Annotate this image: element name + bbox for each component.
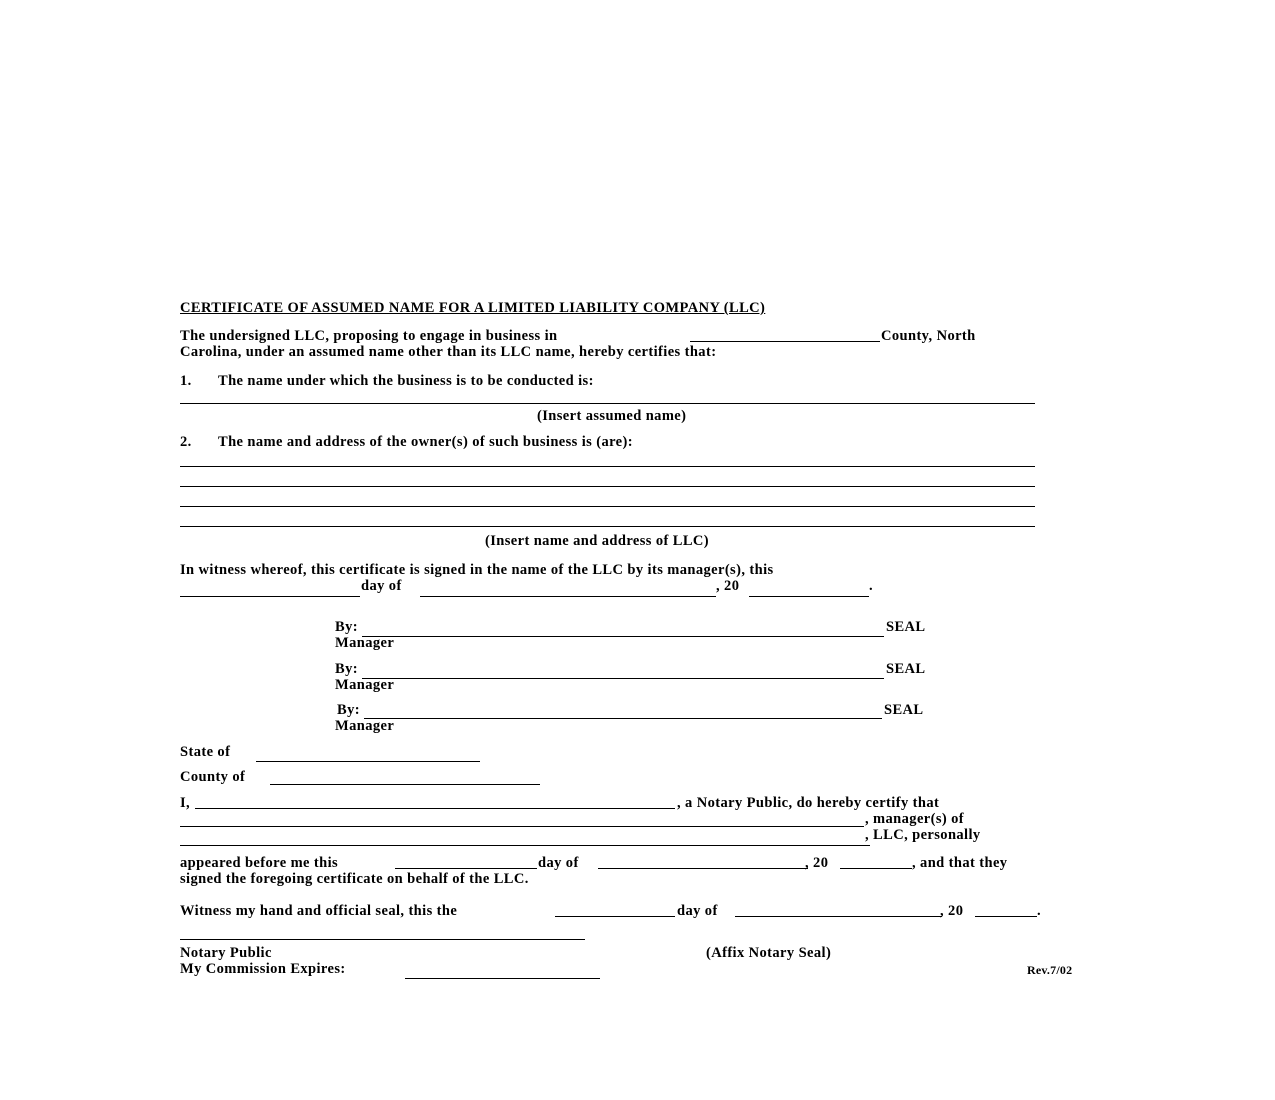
- signature-1-role: Manager: [335, 635, 395, 651]
- notary-witness-day-of: day of: [677, 903, 718, 919]
- signature-3-by: By:: [337, 702, 360, 718]
- state-of-label: State of: [180, 744, 231, 760]
- signed-line: signed the foregoing certificate on behalf of the LLC.: [180, 871, 529, 887]
- signature-2-role: Manager: [335, 677, 395, 693]
- signature-3-seal: SEAL: [884, 702, 924, 718]
- assumed-name-blank[interactable]: [180, 403, 1035, 404]
- notary-witness-day-blank[interactable]: [555, 916, 675, 917]
- notary-county-blank[interactable]: [270, 784, 540, 785]
- notary-public-label: Notary Public: [180, 945, 272, 961]
- witness-year-blank[interactable]: [749, 596, 869, 597]
- witness-day-of: day of: [361, 578, 402, 594]
- managers-name-blank[interactable]: [180, 826, 864, 827]
- commission-expires-label: My Commission Expires:: [180, 961, 346, 977]
- item2-caption: (Insert name and address of LLC): [485, 533, 710, 549]
- owner-blank-2[interactable]: [180, 486, 1035, 487]
- item1-text: The name under which the business is to be conducted is:: [218, 373, 594, 389]
- appeared-prefix: appeared before me this: [180, 855, 339, 871]
- appeared-year: , 20: [805, 855, 829, 871]
- signature-1-by: By:: [335, 619, 358, 635]
- intro-line1-prefix: The undersigned LLC, proposing to engage in business in: [180, 328, 558, 344]
- notary-witness-month-blank[interactable]: [735, 916, 942, 917]
- witness-day-blank[interactable]: [180, 596, 360, 597]
- item2-number: 2.: [180, 434, 192, 450]
- item1-caption: (Insert assumed name): [537, 408, 687, 424]
- notary-witness-prefix: Witness my hand and official seal, this the: [180, 903, 458, 919]
- notary-signature-blank[interactable]: [180, 939, 585, 940]
- notary-i-prefix: I,: [180, 795, 191, 811]
- notary-managers-of: , manager(s) of: [865, 811, 965, 827]
- witness-line1: In witness whereof, this certificate is signed in the name of the LLC by its manager(s), this: [180, 562, 774, 578]
- revision-label: Rev.7/02: [1027, 963, 1073, 977]
- notary-witness-period: .: [1037, 903, 1042, 919]
- intro-line2: Carolina, under an assumed name other than its LLC name, hereby certifies that:: [180, 344, 717, 360]
- appeared-day-of: day of: [538, 855, 579, 871]
- witness-period: .: [869, 578, 874, 594]
- witness-month-blank[interactable]: [420, 596, 716, 597]
- notary-witness-year-blank[interactable]: [975, 916, 1037, 917]
- county-of-label: County of: [180, 769, 246, 785]
- signature-2-blank[interactable]: [362, 678, 884, 679]
- appeared-day-blank[interactable]: [395, 868, 537, 869]
- county-blank[interactable]: [690, 341, 880, 342]
- notary-witness-year: , 20: [940, 903, 964, 919]
- owner-blank-1[interactable]: [180, 466, 1035, 467]
- witness-year-prefix: , 20: [716, 578, 740, 594]
- appeared-suffix: , and that they: [912, 855, 1008, 871]
- owner-blank-3[interactable]: [180, 506, 1035, 507]
- item1-number: 1.: [180, 373, 192, 389]
- state-blank[interactable]: [256, 761, 480, 762]
- intro-line1-suffix: County, North: [881, 328, 976, 344]
- signature-1-seal: SEAL: [886, 619, 926, 635]
- signature-1-blank[interactable]: [362, 636, 884, 637]
- commission-expires-blank[interactable]: [405, 978, 600, 979]
- affix-seal-label: (Affix Notary Seal): [706, 945, 832, 961]
- llc-name-blank[interactable]: [180, 845, 870, 846]
- appeared-year-blank[interactable]: [840, 868, 912, 869]
- notary-i-suffix: , a Notary Public, do hereby certify that: [677, 795, 940, 811]
- notary-name-blank[interactable]: [195, 808, 675, 809]
- document-title: CERTIFICATE OF ASSUMED NAME FOR A LIMITED LIABILITY COMPANY (LLC): [180, 300, 766, 316]
- signature-3-role: Manager: [335, 718, 395, 734]
- appeared-month-blank[interactable]: [598, 868, 808, 869]
- signature-3-blank[interactable]: [364, 718, 882, 719]
- owner-blank-4[interactable]: [180, 526, 1035, 527]
- notary-llc-personally: , LLC, personally: [865, 827, 981, 843]
- item2-text: The name and address of the owner(s) of such business is (are):: [218, 434, 633, 450]
- signature-2-by: By:: [335, 661, 358, 677]
- signature-2-seal: SEAL: [886, 661, 926, 677]
